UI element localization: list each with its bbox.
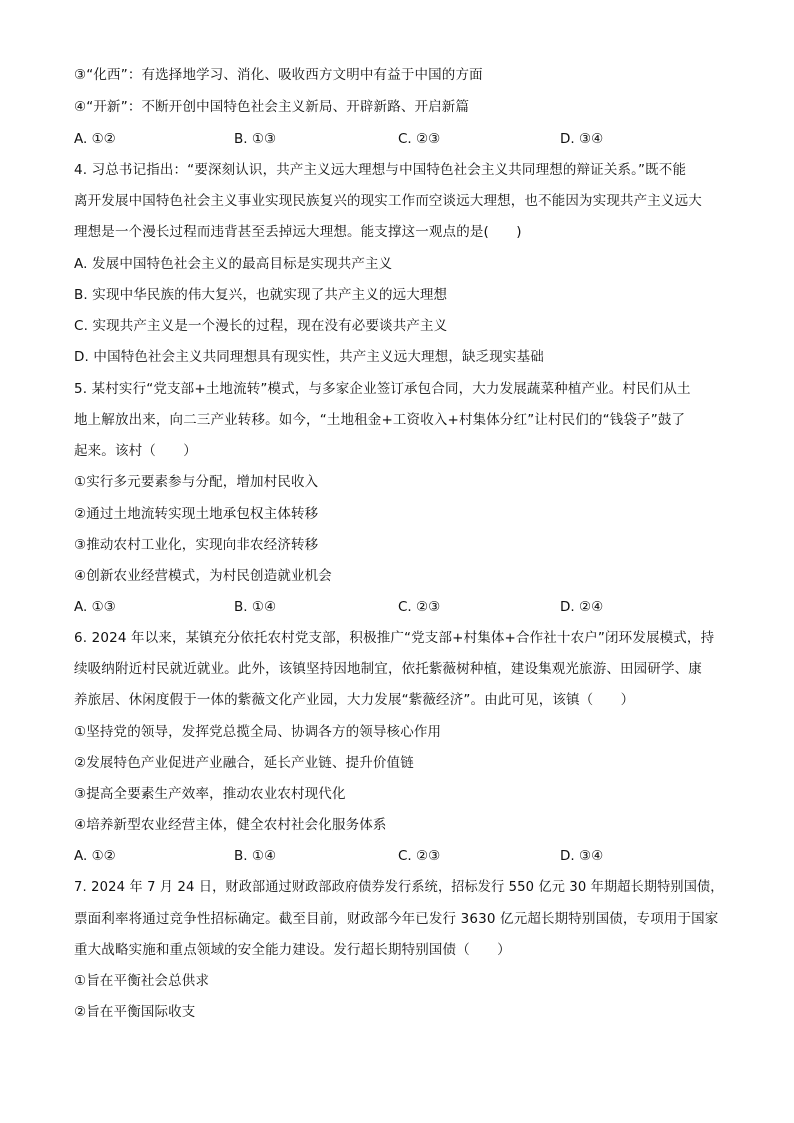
q3-item-3: ③“化西”：有选择地学习、消化、吸收西方文明中有益于中国的方面 (74, 67, 483, 83)
q5-option-a: A. ①③ (74, 599, 116, 615)
q4-stem-line-1: 4. 习总书记指出：“要深刻认识，共产主义远大理想与中国特色社会主义共同理想的辩证关系。”既不能 (74, 162, 687, 178)
q4-stem-line-2: 离开发展中国特色社会主义事业实现民族复兴的现实工作而空谈远大理想，也不能因为实现共产主义远大 (74, 193, 702, 209)
q7-stem-line-2: 票面利率将通过竞争性招标确定。截至目前，财政部今年已发行 3630 亿元超长期特别国债，专项用于国家 (74, 911, 719, 927)
q6-stem-line-1: 6. 2024 年以来，某镇充分依托农村党支部，积极推广“党支部+村集体+合作社十农户”闭环发展模式，持 (74, 630, 715, 646)
q6-item-1: ①坚持党的领导，发挥党总揽全局、协调各方的领导核心作用 (74, 724, 442, 740)
q7-stem-line-3: 重大战略实施和重点领域的安全能力建设。发行超长期特别国债（ ） (74, 942, 511, 958)
q4-stem-line-3: 理想是一个漫长过程而违背甚至丢掉远大理想。能支撑这一观点的是( ) (74, 224, 522, 240)
q5-item-2: ②通过土地流转实现土地承包权主体转移 (74, 506, 319, 522)
q6-stem-line-3: 养旅居、休闲度假于一体的紫薇文化产业园，大力发展“紫薇经济”。由此可见，该镇（ ） (74, 692, 635, 708)
q3-item-4: ④“开新”：不断开创中国特色社会主义新局、开辟新路、开启新篇 (74, 99, 470, 115)
q5-stem-line-2: 地上解放出来，向二三产业转移。如今，“土地租金+工资收入+村集体分红”让村民们的“钱袋子”鼓了 (74, 412, 686, 428)
q4-option-a: A. 发展中国特色社会主义的最高目标是实现共产主义 (74, 256, 393, 272)
q3-option-b: B. ①③ (234, 131, 277, 147)
q5-option-c: C. ②③ (398, 599, 441, 615)
q6-option-a: A. ①② (74, 848, 116, 864)
q6-options (74, 847, 734, 865)
q7-item-1: ①旨在平衡社会总供求 (74, 973, 210, 989)
q5-options (74, 598, 734, 616)
q6-option-b: B. ①④ (234, 848, 277, 864)
q7-item-2: ②旨在平衡国际收支 (74, 1004, 196, 1020)
q6-option-d: D. ③④ (560, 848, 604, 864)
q6-stem-line-2: 续吸纳附近村民就近就业。此外，该镇坚持因地制宜，依托紫薇树种植，建设集观光旅游、田园研学、康 (74, 661, 702, 677)
q6-item-2: ②发展特色产业促进产业融合，延长产业链、提升价值链 (74, 755, 414, 771)
q5-item-1: ①实行多元要素参与分配，增加村民收入 (74, 474, 319, 490)
q3-option-c: C. ②③ (398, 131, 441, 147)
q5-option-b: B. ①④ (234, 599, 277, 615)
q7-stem-line-1: 7. 2024 年 7 月 24 日，财政部通过财政部政府债券发行系统，招标发行 550 亿元 30 年期超长期特别国债， (74, 879, 724, 895)
q5-option-d: D. ②④ (560, 599, 604, 615)
q6-item-4: ④培养新型农业经营主体，健全农村社会化服务体系 (74, 817, 387, 833)
q5-item-4: ④创新农业经营模式，为村民创造就业机会 (74, 568, 332, 584)
q6-option-c: C. ②③ (398, 848, 441, 864)
q4-option-d: D. 中国特色社会主义共同理想具有现实性，共产主义远大理想，缺乏现实基础 (74, 349, 544, 365)
q5-stem-line-1: 5. 某村实行“党支部+土地流转”模式，与多家企业签订承包合同，大力发展蔬菜种植产业。村民们从土 (74, 381, 691, 397)
q3-option-d: D. ③④ (560, 131, 604, 147)
q4-option-c: C. 实现共产主义是一个漫长的过程，现在没有必要谈共产主义 (74, 318, 448, 334)
q3-options (74, 130, 734, 148)
q3-option-a: A. ①② (74, 131, 116, 147)
q5-stem-line-3: 起来。该村（ ） (74, 443, 197, 459)
q5-item-3: ③推动农村工业化，实现向非农经济转移 (74, 537, 319, 553)
q6-item-3: ③提高全要素生产效率，推动农业农村现代化 (74, 786, 346, 802)
q4-option-b: B. 实现中华民族的伟大复兴，也就实现了共产主义的远大理想 (74, 287, 448, 303)
